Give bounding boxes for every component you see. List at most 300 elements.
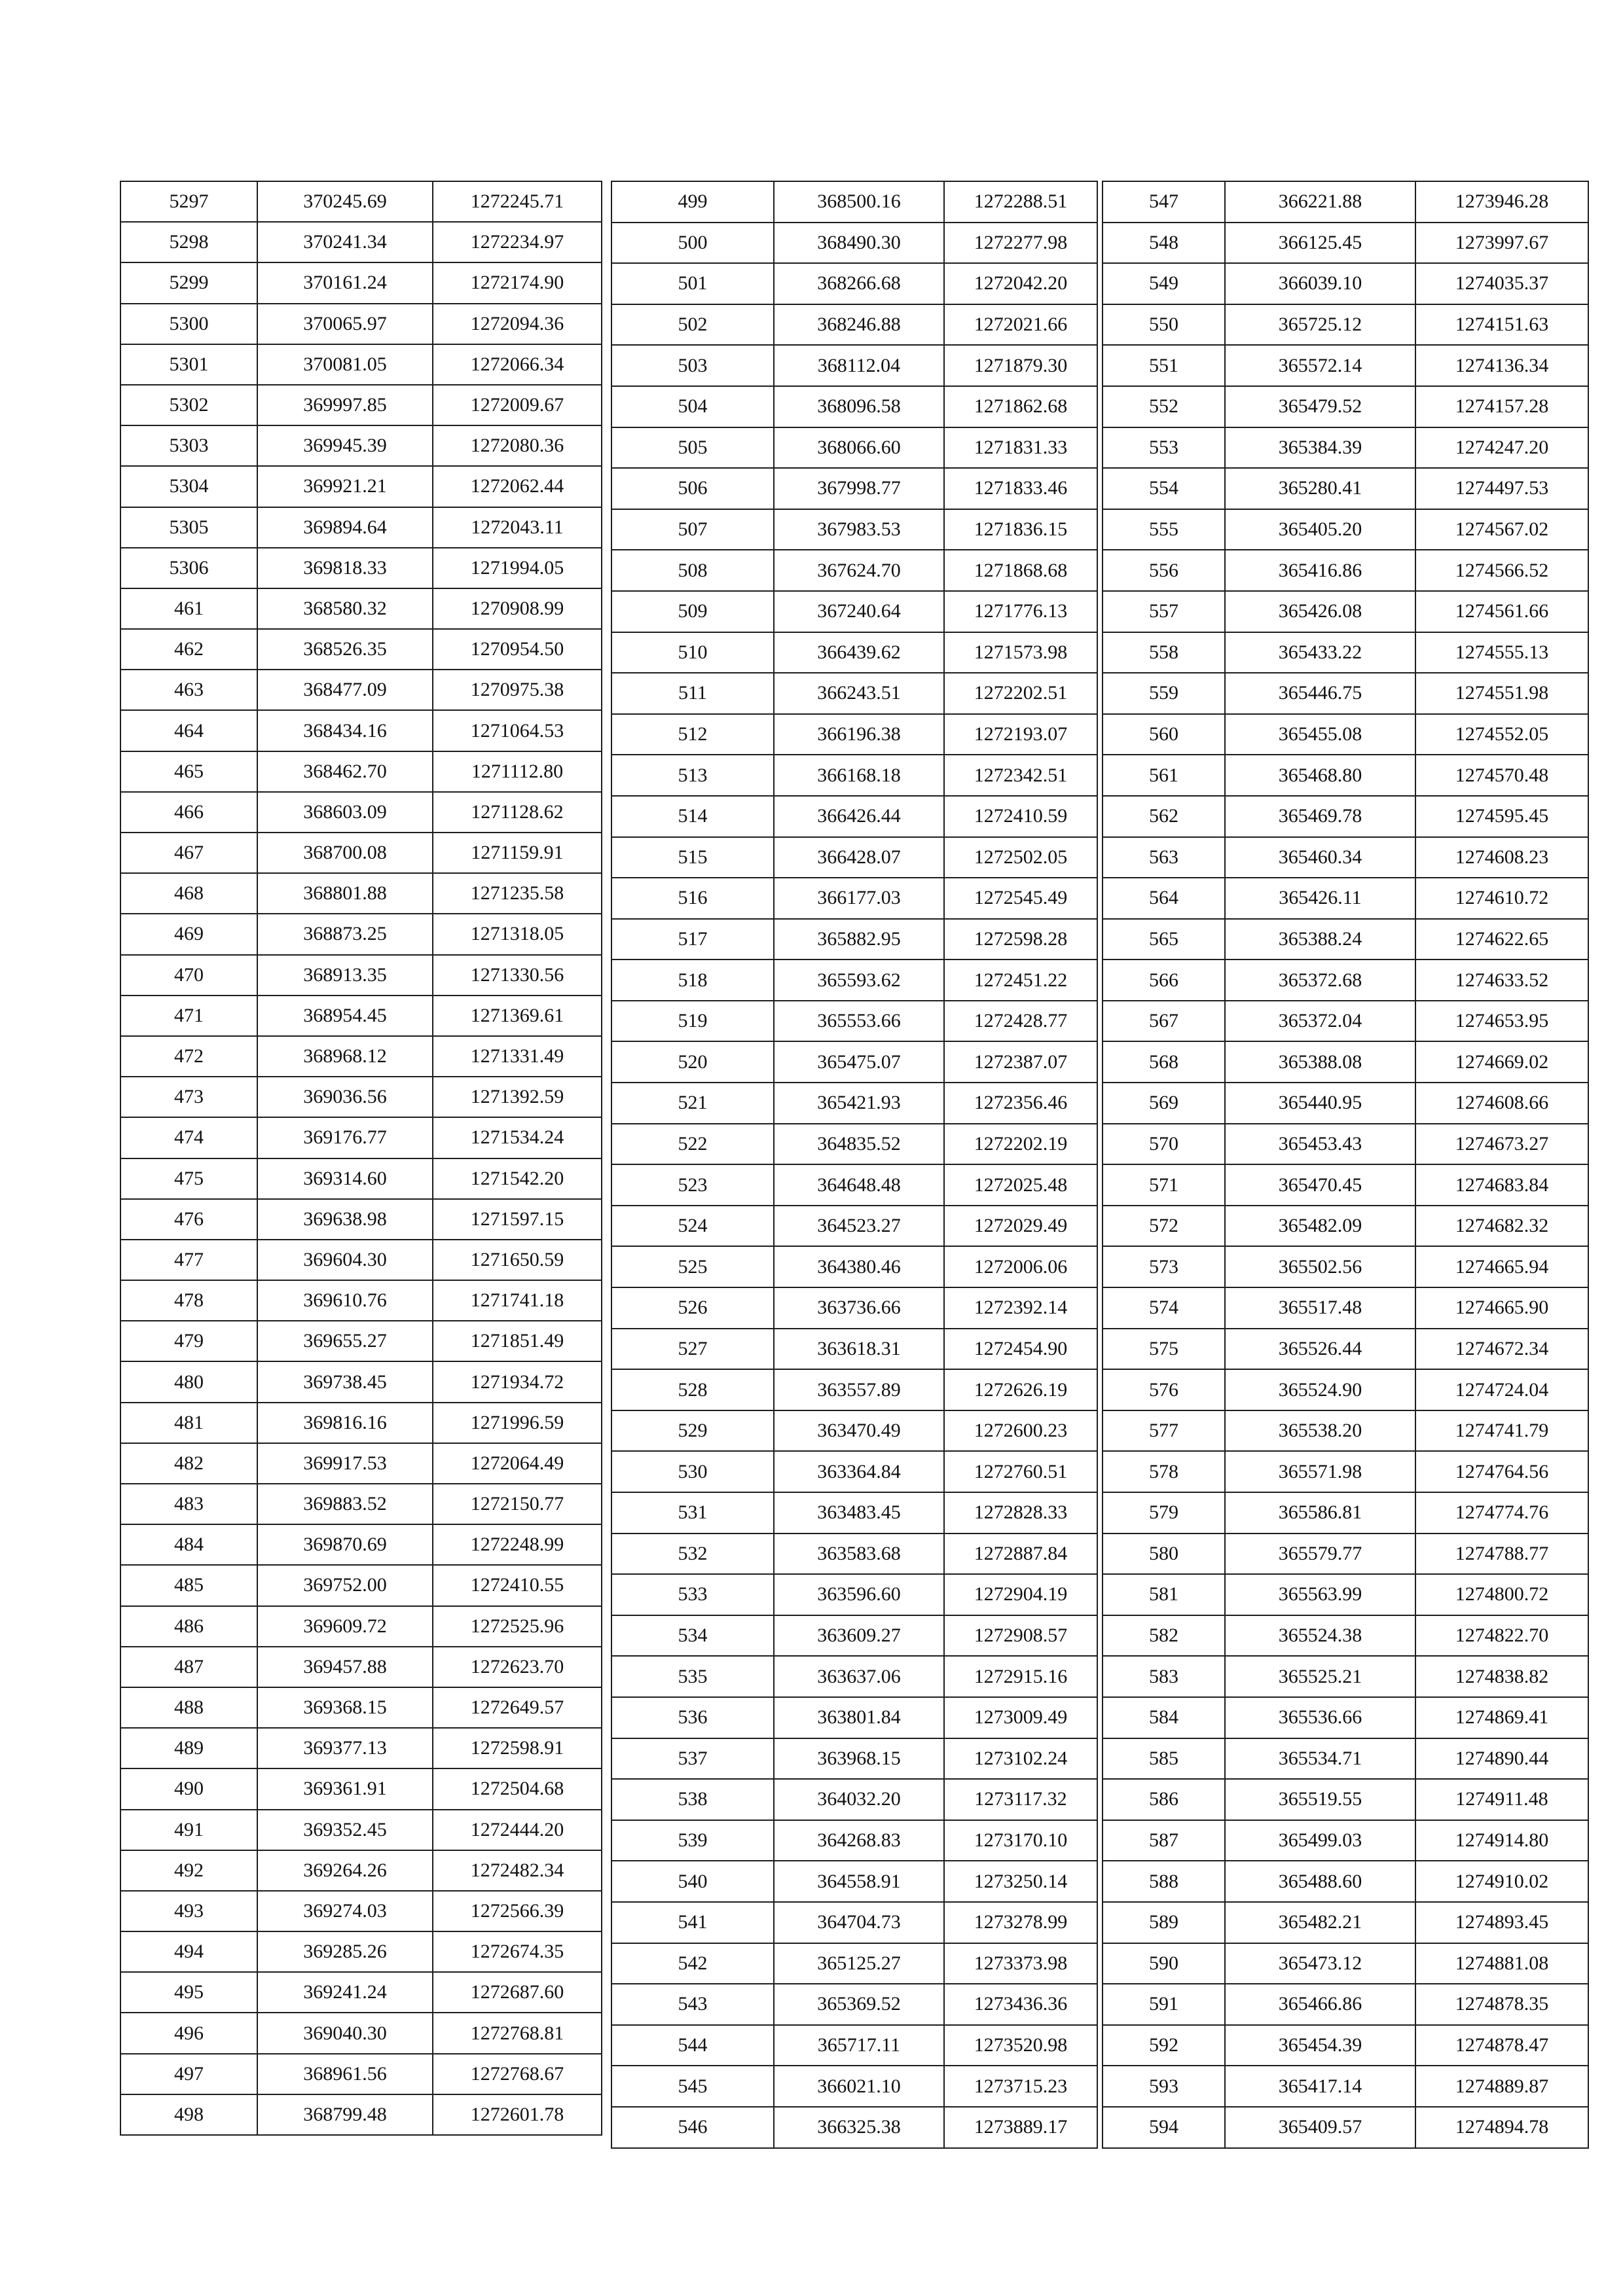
table-row xyxy=(611,1861,1097,1902)
point-number-cell: 512 xyxy=(611,714,774,755)
x-coordinate-cell: 365553.66 xyxy=(774,1001,944,1042)
x-coordinate-cell: 367983.53 xyxy=(774,509,944,550)
y-coordinate-cell: 1274561.66 xyxy=(1415,591,1588,632)
y-coordinate-cell: 1271330.56 xyxy=(433,955,602,996)
point-number-cell: 552 xyxy=(1103,386,1225,427)
y-coordinate-cell: 1271597.15 xyxy=(433,1199,602,1240)
point-number-cell: 478 xyxy=(120,1280,257,1321)
point-number-cell: 507 xyxy=(611,509,774,550)
table-row xyxy=(120,1158,602,1199)
point-number-cell: 462 xyxy=(120,629,257,670)
table-row xyxy=(611,796,1097,837)
point-number-cell: 572 xyxy=(1103,1206,1225,1247)
x-coordinate-cell: 365579.77 xyxy=(1225,1534,1415,1575)
x-coordinate-cell: 369921.21 xyxy=(257,466,433,507)
x-coordinate-cell: 369457.88 xyxy=(257,1647,433,1687)
y-coordinate-cell: 1272342.51 xyxy=(944,755,1097,796)
y-coordinate-cell: 1273117.32 xyxy=(944,1779,1097,1820)
x-coordinate-cell: 364558.91 xyxy=(774,1861,944,1902)
x-coordinate-cell: 369816.16 xyxy=(257,1403,433,1443)
point-number-cell: 5306 xyxy=(120,548,257,588)
point-number-cell: 522 xyxy=(611,1124,774,1165)
y-coordinate-cell: 1272245.71 xyxy=(433,181,602,222)
point-number-cell: 536 xyxy=(611,1697,774,1738)
x-coordinate-cell: 365482.21 xyxy=(1225,1902,1415,1943)
y-coordinate-cell: 1272410.59 xyxy=(944,796,1097,837)
table-row xyxy=(1103,1451,1588,1492)
table-row xyxy=(120,914,602,954)
table-row xyxy=(1103,1943,1588,1984)
y-coordinate-cell: 1272623.70 xyxy=(433,1647,602,1687)
x-coordinate-cell: 367998.77 xyxy=(774,468,944,509)
y-coordinate-cell: 1274570.48 xyxy=(1415,755,1588,796)
x-coordinate-cell: 364523.27 xyxy=(774,1206,944,1247)
table-row xyxy=(611,263,1097,304)
y-coordinate-cell: 1273436.36 xyxy=(944,1984,1097,2025)
point-number-cell: 578 xyxy=(1103,1451,1225,1492)
point-number-cell: 520 xyxy=(611,1041,774,1083)
y-coordinate-cell: 1274878.35 xyxy=(1415,1984,1588,2025)
y-coordinate-cell: 1272080.36 xyxy=(433,425,602,466)
table-row xyxy=(120,1524,602,1565)
y-coordinate-cell: 1274890.44 xyxy=(1415,1738,1588,1780)
y-coordinate-cell: 1272248.99 xyxy=(433,1524,602,1565)
table-row xyxy=(1103,1779,1588,1820)
y-coordinate-cell: 1273889.17 xyxy=(944,2107,1097,2148)
x-coordinate-cell: 368700.08 xyxy=(257,833,433,873)
x-coordinate-cell: 365524.38 xyxy=(1225,1615,1415,1657)
y-coordinate-cell: 1273009.49 xyxy=(944,1697,1097,1738)
point-number-cell: 5298 xyxy=(120,222,257,262)
point-number-cell: 594 xyxy=(1103,2107,1225,2148)
point-number-cell: 573 xyxy=(1103,1246,1225,1287)
point-number-cell: 557 xyxy=(1103,591,1225,632)
point-number-cell: 544 xyxy=(611,2025,774,2066)
point-number-cell: 532 xyxy=(611,1534,774,1575)
point-number-cell: 513 xyxy=(611,755,774,796)
x-coordinate-cell: 365369.52 xyxy=(774,1984,944,2025)
x-coordinate-cell: 368913.35 xyxy=(257,955,433,996)
point-number-cell: 476 xyxy=(120,1199,257,1240)
y-coordinate-cell: 1271994.05 xyxy=(433,548,602,588)
x-coordinate-cell: 369883.52 xyxy=(257,1484,433,1524)
y-coordinate-cell: 1271650.59 xyxy=(433,1240,602,1280)
x-coordinate-cell: 368961.56 xyxy=(257,2054,433,2094)
x-coordinate-cell: 366426.44 xyxy=(774,796,944,837)
point-number-cell: 589 xyxy=(1103,1902,1225,1943)
table-row xyxy=(120,1972,602,2013)
point-number-cell: 585 xyxy=(1103,1738,1225,1780)
y-coordinate-cell: 1274136.34 xyxy=(1415,345,1588,386)
y-coordinate-cell: 1272066.34 xyxy=(433,344,602,385)
table-row xyxy=(611,960,1097,1001)
y-coordinate-cell: 1272288.51 xyxy=(944,181,1097,223)
y-coordinate-cell: 1271868.68 xyxy=(944,550,1097,591)
table-row xyxy=(120,1117,602,1158)
table-row xyxy=(611,1902,1097,1943)
table-row xyxy=(120,710,602,751)
x-coordinate-cell: 365517.48 xyxy=(1225,1287,1415,1329)
y-coordinate-cell: 1274774.76 xyxy=(1415,1492,1588,1534)
table-row xyxy=(1103,796,1588,837)
point-number-cell: 577 xyxy=(1103,1410,1225,1452)
point-number-cell: 568 xyxy=(1103,1041,1225,1083)
x-coordinate-cell: 365416.86 xyxy=(1225,550,1415,591)
point-number-cell: 571 xyxy=(1103,1164,1225,1206)
x-coordinate-cell: 368266.68 xyxy=(774,263,944,304)
y-coordinate-cell: 1274889.87 xyxy=(1415,2066,1588,2107)
table-row xyxy=(611,1820,1097,1861)
x-coordinate-cell: 368462.70 xyxy=(257,751,433,792)
x-coordinate-cell: 369655.27 xyxy=(257,1321,433,1361)
y-coordinate-cell: 1273946.28 xyxy=(1415,181,1588,223)
x-coordinate-cell: 365446.75 xyxy=(1225,673,1415,714)
point-number-cell: 546 xyxy=(611,2107,774,2148)
y-coordinate-cell: 1271112.80 xyxy=(433,751,602,792)
x-coordinate-cell: 365882.95 xyxy=(774,919,944,960)
y-coordinate-cell: 1271534.24 xyxy=(433,1117,602,1158)
table-row xyxy=(1103,1492,1588,1534)
y-coordinate-cell: 1272598.91 xyxy=(433,1728,602,1768)
y-coordinate-cell: 1273520.98 xyxy=(944,2025,1097,2066)
point-number-cell: 477 xyxy=(120,1240,257,1280)
point-number-cell: 472 xyxy=(120,1036,257,1077)
y-coordinate-cell: 1274552.05 xyxy=(1415,714,1588,755)
table-row xyxy=(120,629,602,670)
x-coordinate-cell: 363968.15 xyxy=(774,1738,944,1780)
x-coordinate-cell: 365572.14 xyxy=(1225,345,1415,386)
y-coordinate-cell: 1274800.72 xyxy=(1415,1574,1588,1615)
x-coordinate-cell: 364380.46 xyxy=(774,1246,944,1287)
x-coordinate-cell: 367624.70 xyxy=(774,550,944,591)
point-number-cell: 587 xyxy=(1103,1820,1225,1861)
point-number-cell: 506 xyxy=(611,468,774,509)
table-row xyxy=(120,1403,602,1443)
table-row xyxy=(120,222,602,262)
point-number-cell: 530 xyxy=(611,1451,774,1492)
point-number-cell: 575 xyxy=(1103,1329,1225,1370)
x-coordinate-cell: 365433.22 xyxy=(1225,632,1415,673)
y-coordinate-cell: 1273278.99 xyxy=(944,1902,1097,1943)
x-coordinate-cell: 365469.78 xyxy=(1225,796,1415,837)
y-coordinate-cell: 1274683.84 xyxy=(1415,1164,1588,1206)
y-coordinate-cell: 1273170.10 xyxy=(944,1820,1097,1861)
table-row xyxy=(120,2013,602,2053)
table-row xyxy=(120,1443,602,1484)
y-coordinate-cell: 1272356.46 xyxy=(944,1083,1097,1124)
point-number-cell: 554 xyxy=(1103,468,1225,509)
x-coordinate-cell: 364032.20 xyxy=(774,1779,944,1820)
table-row xyxy=(120,1687,602,1728)
table-row xyxy=(611,386,1097,427)
point-number-cell: 570 xyxy=(1103,1124,1225,1165)
y-coordinate-cell: 1274567.02 xyxy=(1415,509,1588,550)
x-coordinate-cell: 366021.10 xyxy=(774,2066,944,2107)
y-coordinate-cell: 1274673.27 xyxy=(1415,1124,1588,1165)
x-coordinate-cell: 365426.11 xyxy=(1225,878,1415,919)
y-coordinate-cell: 1271064.53 xyxy=(433,710,602,751)
point-number-cell: 508 xyxy=(611,550,774,591)
x-coordinate-cell: 368954.45 xyxy=(257,996,433,1036)
x-coordinate-cell: 363364.84 xyxy=(774,1451,944,1492)
point-number-cell: 496 xyxy=(120,2013,257,2053)
y-coordinate-cell: 1274914.80 xyxy=(1415,1820,1588,1861)
x-coordinate-cell: 369638.98 xyxy=(257,1199,433,1240)
table-row xyxy=(611,1451,1097,1492)
y-coordinate-cell: 1272193.07 xyxy=(944,714,1097,755)
y-coordinate-cell: 1271879.30 xyxy=(944,345,1097,386)
point-number-cell: 468 xyxy=(120,873,257,914)
x-coordinate-cell: 363596.60 xyxy=(774,1574,944,1615)
x-coordinate-cell: 365536.66 xyxy=(1225,1697,1415,1738)
point-number-cell: 491 xyxy=(120,1810,257,1850)
y-coordinate-cell: 1274566.52 xyxy=(1415,550,1588,591)
y-coordinate-cell: 1272768.81 xyxy=(433,2013,602,2053)
table-row xyxy=(1103,1124,1588,1165)
x-coordinate-cell: 365725.12 xyxy=(1225,304,1415,346)
x-coordinate-cell: 366325.38 xyxy=(774,2107,944,2148)
table-row xyxy=(1103,1246,1588,1287)
y-coordinate-cell: 1271542.20 xyxy=(433,1158,602,1199)
y-coordinate-cell: 1272687.60 xyxy=(433,1972,602,2013)
x-coordinate-cell: 369945.39 xyxy=(257,425,433,466)
table-row xyxy=(120,1199,602,1240)
x-coordinate-cell: 369610.76 xyxy=(257,1280,433,1321)
table-row xyxy=(1103,1697,1588,1738)
table-row xyxy=(1103,181,1588,223)
x-coordinate-cell: 365466.86 xyxy=(1225,1984,1415,2025)
x-coordinate-cell: 369377.13 xyxy=(257,1728,433,1768)
x-coordinate-cell: 369241.24 xyxy=(257,1972,433,2013)
x-coordinate-cell: 366221.88 xyxy=(1225,181,1415,223)
y-coordinate-cell: 1274894.78 xyxy=(1415,2107,1588,2148)
point-number-cell: 590 xyxy=(1103,1943,1225,1984)
table-row xyxy=(611,1943,1097,1984)
x-coordinate-cell: 364704.73 xyxy=(774,1902,944,1943)
point-number-cell: 540 xyxy=(611,1861,774,1902)
x-coordinate-cell: 369604.30 xyxy=(257,1240,433,1280)
x-coordinate-cell: 363609.27 xyxy=(774,1615,944,1657)
point-number-cell: 574 xyxy=(1103,1287,1225,1329)
table-row xyxy=(611,1697,1097,1738)
table-row xyxy=(1103,837,1588,878)
x-coordinate-cell: 369285.26 xyxy=(257,1931,433,1972)
y-coordinate-cell: 1271934.72 xyxy=(433,1361,602,1402)
x-coordinate-cell: 370245.69 xyxy=(257,181,433,222)
y-coordinate-cell: 1271318.05 xyxy=(433,914,602,954)
table-row xyxy=(120,304,602,344)
table-row xyxy=(1103,509,1588,550)
y-coordinate-cell: 1271128.62 xyxy=(433,792,602,833)
table-row xyxy=(611,673,1097,714)
y-coordinate-cell: 1272915.16 xyxy=(944,1656,1097,1697)
point-number-cell: 523 xyxy=(611,1164,774,1206)
x-coordinate-cell: 366125.45 xyxy=(1225,223,1415,264)
point-number-cell: 494 xyxy=(120,1931,257,1972)
table-row xyxy=(120,466,602,507)
y-coordinate-cell: 1272006.06 xyxy=(944,1246,1097,1287)
y-coordinate-cell: 1270954.50 xyxy=(433,629,602,670)
table-row xyxy=(120,996,602,1036)
table-row xyxy=(1103,1369,1588,1410)
x-coordinate-cell: 365571.98 xyxy=(1225,1451,1415,1492)
y-coordinate-cell: 1272908.57 xyxy=(944,1615,1097,1657)
point-number-cell: 464 xyxy=(120,710,257,751)
point-number-cell: 542 xyxy=(611,1943,774,1984)
table-row xyxy=(120,873,602,914)
x-coordinate-cell: 368066.60 xyxy=(774,427,944,469)
point-number-cell: 534 xyxy=(611,1615,774,1657)
point-number-cell: 5297 xyxy=(120,181,257,222)
y-coordinate-cell: 1274869.41 xyxy=(1415,1697,1588,1738)
y-coordinate-cell: 1274595.45 xyxy=(1415,796,1588,837)
point-number-cell: 467 xyxy=(120,833,257,873)
point-number-cell: 5305 xyxy=(120,507,257,548)
table-row xyxy=(611,345,1097,386)
point-number-cell: 518 xyxy=(611,960,774,1001)
table-row xyxy=(611,1656,1097,1697)
y-coordinate-cell: 1272410.55 xyxy=(433,1565,602,1605)
point-number-cell: 551 xyxy=(1103,345,1225,386)
y-coordinate-cell: 1272649.57 xyxy=(433,1687,602,1728)
x-coordinate-cell: 365470.45 xyxy=(1225,1164,1415,1206)
x-coordinate-cell: 368799.48 xyxy=(257,2094,433,2135)
point-number-cell: 484 xyxy=(120,1524,257,1565)
table-row xyxy=(1103,755,1588,796)
x-coordinate-cell: 369352.45 xyxy=(257,1810,433,1850)
x-coordinate-cell: 365460.34 xyxy=(1225,837,1415,878)
x-coordinate-cell: 365499.03 xyxy=(1225,1820,1415,1861)
point-number-cell: 556 xyxy=(1103,550,1225,591)
x-coordinate-cell: 368112.04 xyxy=(774,345,944,386)
y-coordinate-cell: 1271392.59 xyxy=(433,1077,602,1117)
point-number-cell: 531 xyxy=(611,1492,774,1534)
table-row xyxy=(120,425,602,466)
coordinate-table-middle xyxy=(611,181,1098,2149)
point-number-cell: 465 xyxy=(120,751,257,792)
y-coordinate-cell: 1272545.49 xyxy=(944,878,1097,919)
y-coordinate-cell: 1272202.51 xyxy=(944,673,1097,714)
point-number-cell: 529 xyxy=(611,1410,774,1452)
table-row xyxy=(120,1810,602,1850)
table-row xyxy=(1103,1164,1588,1206)
y-coordinate-cell: 1272444.20 xyxy=(433,1810,602,1850)
x-coordinate-cell: 368603.09 xyxy=(257,792,433,833)
point-number-cell: 493 xyxy=(120,1891,257,1931)
point-number-cell: 555 xyxy=(1103,509,1225,550)
point-number-cell: 497 xyxy=(120,2054,257,2094)
y-coordinate-cell: 1271741.18 xyxy=(433,1280,602,1321)
table-row xyxy=(1103,2107,1588,2148)
table-row xyxy=(611,1206,1097,1247)
y-coordinate-cell: 1272482.34 xyxy=(433,1850,602,1891)
x-coordinate-cell: 369997.85 xyxy=(257,385,433,425)
x-coordinate-cell: 369752.00 xyxy=(257,1565,433,1605)
point-number-cell: 569 xyxy=(1103,1083,1225,1124)
x-coordinate-cell: 369274.03 xyxy=(257,1891,433,1931)
x-coordinate-cell: 369894.64 xyxy=(257,507,433,548)
x-coordinate-cell: 363801.84 xyxy=(774,1697,944,1738)
table-row xyxy=(1103,223,1588,264)
y-coordinate-cell: 1272598.28 xyxy=(944,919,1097,960)
point-number-cell: 5304 xyxy=(120,466,257,507)
x-coordinate-cell: 363483.45 xyxy=(774,1492,944,1534)
y-coordinate-cell: 1274893.45 xyxy=(1415,1902,1588,1943)
table-row xyxy=(1103,919,1588,960)
point-number-cell: 549 xyxy=(1103,263,1225,304)
x-coordinate-cell: 365586.81 xyxy=(1225,1492,1415,1534)
y-coordinate-cell: 1273997.67 xyxy=(1415,223,1588,264)
point-number-cell: 501 xyxy=(611,263,774,304)
table-row xyxy=(611,1492,1097,1534)
table-row xyxy=(120,181,602,222)
point-number-cell: 470 xyxy=(120,955,257,996)
table-row xyxy=(1103,2066,1588,2107)
table-row xyxy=(1103,550,1588,591)
point-number-cell: 580 xyxy=(1103,1534,1225,1575)
y-coordinate-cell: 1272392.14 xyxy=(944,1287,1097,1329)
table-row xyxy=(611,632,1097,673)
table-row xyxy=(120,1280,602,1321)
table-row xyxy=(120,751,602,792)
y-coordinate-cell: 1272566.39 xyxy=(433,1891,602,1931)
point-number-cell: 550 xyxy=(1103,304,1225,346)
x-coordinate-cell: 365479.52 xyxy=(1225,386,1415,427)
x-coordinate-cell: 366428.07 xyxy=(774,837,944,878)
table-row xyxy=(120,1647,602,1687)
x-coordinate-cell: 365502.56 xyxy=(1225,1246,1415,1287)
point-number-cell: 559 xyxy=(1103,673,1225,714)
point-number-cell: 482 xyxy=(120,1443,257,1484)
table-row xyxy=(1103,673,1588,714)
point-number-cell: 591 xyxy=(1103,1984,1225,2025)
x-coordinate-cell: 369036.56 xyxy=(257,1077,433,1117)
point-number-cell: 567 xyxy=(1103,1001,1225,1042)
point-number-cell: 469 xyxy=(120,914,257,954)
table-row xyxy=(1103,263,1588,304)
x-coordinate-cell: 363557.89 xyxy=(774,1369,944,1410)
point-number-cell: 592 xyxy=(1103,2025,1225,2066)
table-row xyxy=(120,548,602,588)
x-coordinate-cell: 368968.12 xyxy=(257,1036,433,1077)
point-number-cell: 474 xyxy=(120,1117,257,1158)
point-number-cell: 488 xyxy=(120,1687,257,1728)
point-number-cell: 586 xyxy=(1103,1779,1225,1820)
y-coordinate-cell: 1274741.79 xyxy=(1415,1410,1588,1452)
point-number-cell: 565 xyxy=(1103,919,1225,960)
y-coordinate-cell: 1271862.68 xyxy=(944,386,1097,427)
table-row xyxy=(1103,1206,1588,1247)
point-number-cell: 510 xyxy=(611,632,774,673)
x-coordinate-cell: 365593.62 xyxy=(774,960,944,1001)
y-coordinate-cell: 1271776.13 xyxy=(944,591,1097,632)
x-coordinate-cell: 365563.99 xyxy=(1225,1574,1415,1615)
table-row xyxy=(1103,2025,1588,2066)
y-coordinate-cell: 1272760.51 xyxy=(944,1451,1097,1492)
table-row xyxy=(611,919,1097,960)
x-coordinate-cell: 366243.51 xyxy=(774,673,944,714)
y-coordinate-cell: 1272029.49 xyxy=(944,1206,1097,1247)
x-coordinate-cell: 365524.90 xyxy=(1225,1369,1415,1410)
x-coordinate-cell: 368526.35 xyxy=(257,629,433,670)
x-coordinate-cell: 365519.55 xyxy=(1225,1779,1415,1820)
y-coordinate-cell: 1274838.82 xyxy=(1415,1656,1588,1697)
y-coordinate-cell: 1272234.97 xyxy=(433,222,602,262)
x-coordinate-cell: 365417.14 xyxy=(1225,2066,1415,2107)
table-row xyxy=(611,1984,1097,2025)
x-coordinate-cell: 369361.91 xyxy=(257,1768,433,1809)
y-coordinate-cell: 1274665.90 xyxy=(1415,1287,1588,1329)
